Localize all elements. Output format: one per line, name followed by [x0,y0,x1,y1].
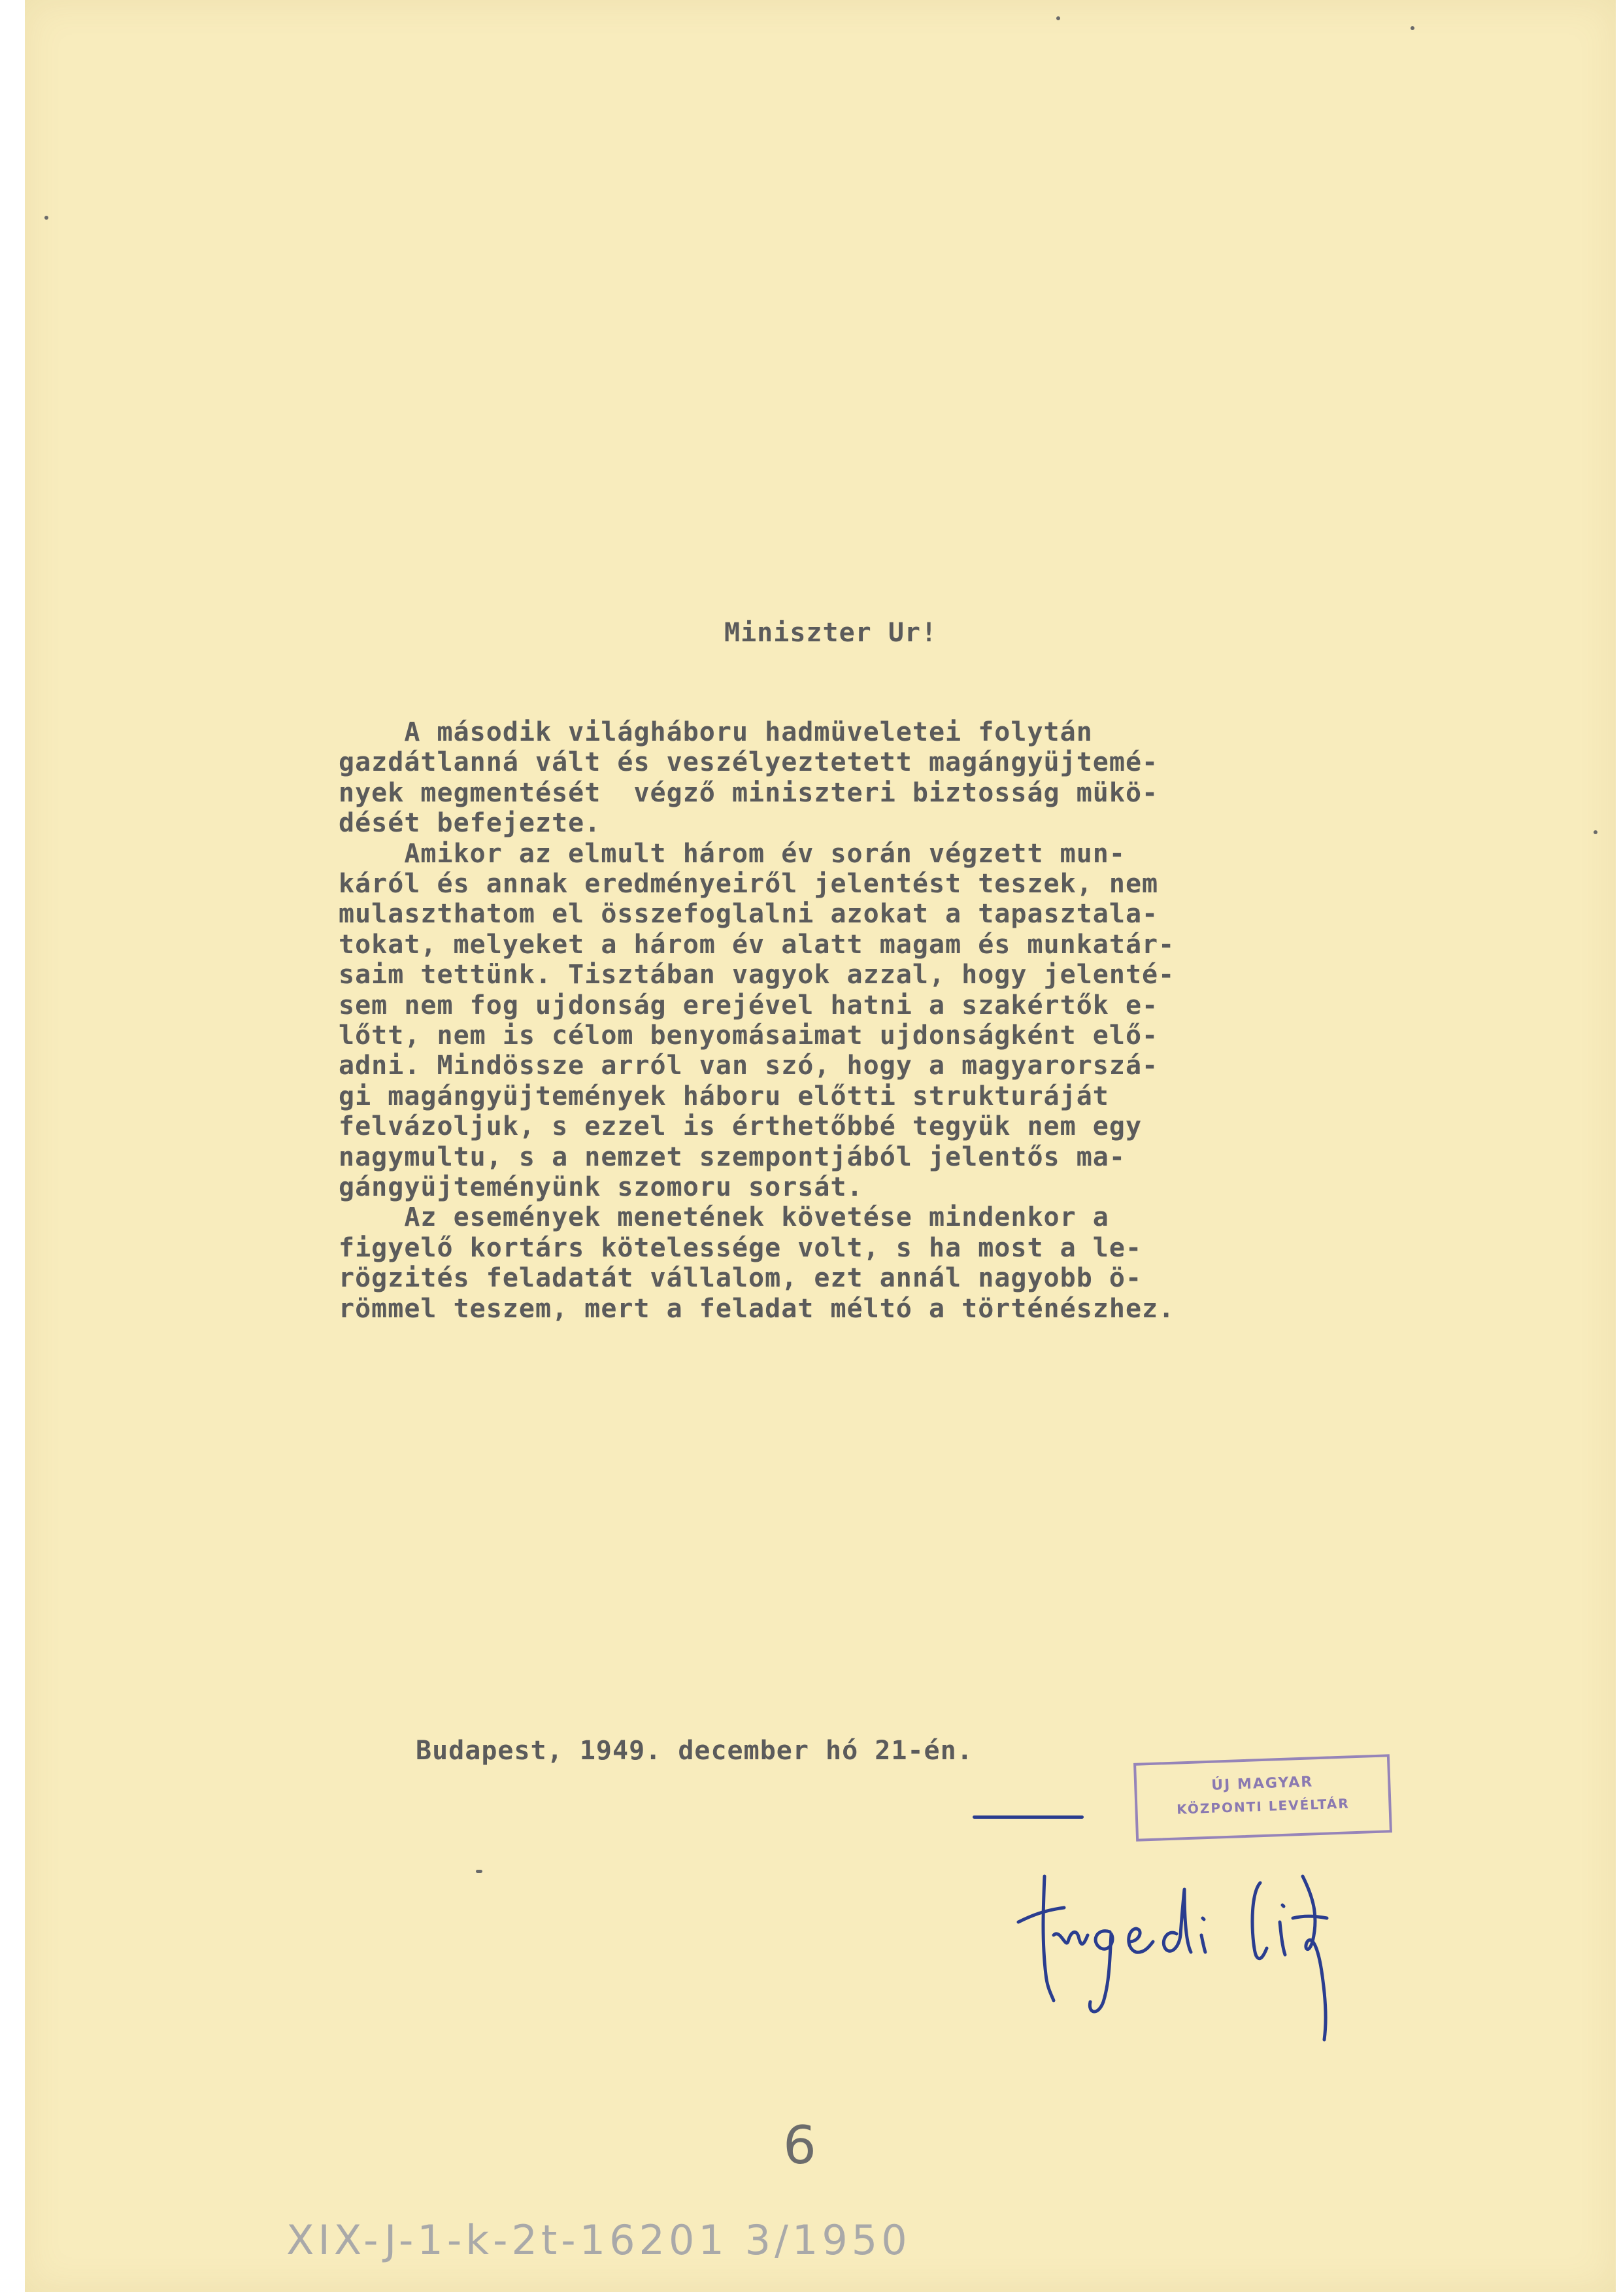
letter-line: mulaszthatom el összefoglalni azokat a tapasztala- [339,899,1159,929]
letter-line: gi magángyüjtemények háboru előtti strukturáját [339,1081,1109,1111]
letter-line: gazdátlanná vált és veszélyeztetett magángyüjtemé- [339,747,1159,777]
letter-line: felvázoljuk, s ezzel is érthetőbbé tegyük nem egy [339,1111,1143,1141]
letter-line: Amikor az elmult három év során végzett mun- [339,839,1126,869]
letter-line: nyek megmentését végző miniszteri biztosság mükö- [339,778,1159,808]
letter-line: römmel teszem, mert a feladat méltó a történészhez. [339,1294,1175,1324]
letter-line: káról és annak eredményeiről jelentést teszek, nem [339,869,1159,899]
letter-line: figyelő kortárs kötelessége volt, s ha most a le- [339,1233,1143,1263]
document-page [25,0,1616,2292]
stamp-line-1: ÚJ MAGYAR [1211,1774,1314,1794]
salutation: Miniszter Ur! [724,618,938,648]
archive-stamp [1133,1754,1392,1842]
letter-line: nagymultu, s a nemzet szempontjából jelentős ma- [339,1142,1126,1172]
letter-line: tokat, melyeket a három év alatt magam és munkatár- [339,930,1175,960]
paper-speck [1056,16,1060,20]
paper-speck [1411,26,1414,30]
letter-line: saim tettünk. Tisztában vagyok azzal, hogy jelenté- [339,960,1175,990]
signature-dash [973,1815,1084,1819]
paper-speck [44,216,48,220]
letter-line: lőtt, nem is célom benyomásaimat ujdonságként elő- [339,1021,1159,1051]
handwritten-signature [1005,1850,1371,2046]
letter-line: sem nem fog ujdonság erejével hatni a szakértők e- [339,990,1159,1021]
letter-line: A második világháboru hadmüveletei folytán [339,717,1093,747]
letter-line: adni. Mindössze arról van szó, hogy a magyarorszá- [339,1051,1159,1081]
letter-line: Az események menetének követése mindenkor a [339,1202,1109,1232]
letter-line: rögzités feladatát vállalom, ezt annál nagyobb ö- [339,1263,1143,1293]
page-number: 6 [783,2115,816,2176]
stamp-line-2: KÖZPONTI LEVÉLTÁR [1176,1795,1350,1817]
paper-speck [1594,830,1597,834]
letter-line: gángyüjteményünk szomoru sorsát. [339,1172,863,1202]
date-line: Budapest, 1949. december hó 21-én. [416,1736,973,1766]
letter-line: dését befejezte. [339,808,601,838]
archive-reference: XIX-J-1-k-2t-16201 3/1950 [286,2216,911,2264]
paper-speck [476,1870,482,1873]
